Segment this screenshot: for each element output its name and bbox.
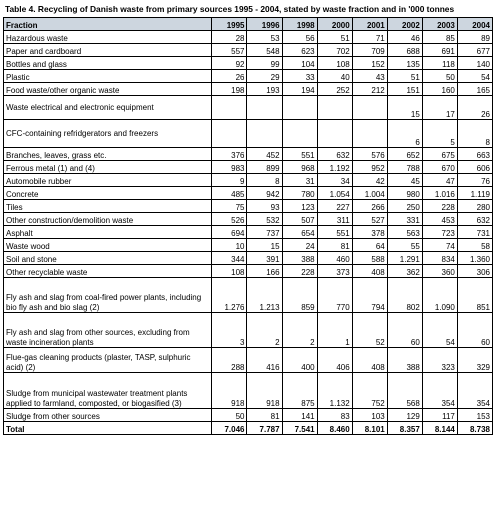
value-cell: 52	[352, 313, 387, 348]
fraction-cell: Bottles and glass	[4, 57, 212, 70]
fraction-cell: Fly ash and slag from coal-fired power plants, including bio fly ash and bio slag (2)	[4, 278, 212, 313]
value-cell: 362	[387, 265, 422, 278]
table-row	[4, 348, 493, 373]
value-cell: 108	[317, 57, 352, 70]
value-cell: 64	[352, 239, 387, 252]
value-cell: 331	[387, 213, 422, 226]
fraction-cell: Asphalt	[4, 226, 212, 239]
value-cell: 81	[317, 239, 352, 252]
value-cell: 1.090	[422, 278, 457, 313]
value-cell: 266	[352, 200, 387, 213]
total-value-cell: 8.460	[317, 422, 352, 435]
value-cell: 709	[352, 44, 387, 57]
value-cell: 1.132	[317, 373, 352, 409]
year-header: 2001	[352, 18, 387, 31]
value-cell: 60	[457, 313, 492, 348]
value-cell: 46	[387, 31, 422, 44]
fraction-cell: Automobile rubber	[4, 174, 212, 187]
value-cell: 288	[212, 348, 247, 373]
value-cell: 388	[387, 348, 422, 373]
value-cell: 1.119	[457, 187, 492, 200]
value-cell: 117	[422, 409, 457, 422]
value-cell: 548	[247, 44, 282, 57]
value-cell: 311	[317, 213, 352, 226]
value-cell: 160	[422, 83, 457, 96]
value-cell: 794	[352, 278, 387, 313]
recycling-table	[3, 17, 493, 435]
value-cell: 141	[282, 409, 317, 422]
value-cell: 31	[282, 174, 317, 187]
fraction-cell: Hazardous waste	[4, 31, 212, 44]
fraction-cell: Other recyclable waste	[4, 265, 212, 278]
total-label: Total	[4, 422, 212, 435]
value-cell: 2	[247, 313, 282, 348]
table-row	[4, 174, 493, 187]
value-cell: 677	[457, 44, 492, 57]
value-cell: 875	[282, 373, 317, 409]
value-cell: 344	[212, 252, 247, 265]
value-cell: 980	[387, 187, 422, 200]
table-row	[4, 373, 493, 409]
fraction-cell: Flue-gas cleaning products (plaster, TASP, sulphuric acid) (2)	[4, 348, 212, 373]
value-cell: 104	[282, 57, 317, 70]
value-cell: 54	[422, 313, 457, 348]
value-cell: 166	[247, 265, 282, 278]
value-cell: 485	[212, 187, 247, 200]
fraction-cell: Soil and stone	[4, 252, 212, 265]
value-cell: 8	[247, 174, 282, 187]
value-cell: 45	[387, 174, 422, 187]
table-row	[4, 265, 493, 278]
value-cell: 942	[247, 187, 282, 200]
value-cell: 50	[212, 409, 247, 422]
value-cell: 691	[422, 44, 457, 57]
value-cell: 770	[317, 278, 352, 313]
value-cell: 165	[457, 83, 492, 96]
value-cell: 6	[387, 120, 422, 148]
value-cell: 83	[317, 409, 352, 422]
value-cell: 752	[352, 373, 387, 409]
value-cell: 606	[457, 161, 492, 174]
value-cell: 228	[282, 265, 317, 278]
value-cell: 373	[317, 265, 352, 278]
fraction-cell: Concrete	[4, 187, 212, 200]
value-cell: 194	[282, 83, 317, 96]
value-cell: 731	[457, 226, 492, 239]
value-cell: 71	[352, 31, 387, 44]
total-value-cell: 8.101	[352, 422, 387, 435]
fraction-cell: Waste wood	[4, 239, 212, 252]
value-cell: 526	[212, 213, 247, 226]
value-cell: 702	[317, 44, 352, 57]
value-cell: 24	[282, 239, 317, 252]
value-cell: 1.192	[317, 161, 352, 174]
value-cell: 3	[212, 313, 247, 348]
value-cell: 723	[422, 226, 457, 239]
value-cell: 60	[387, 313, 422, 348]
value-cell: 802	[387, 278, 422, 313]
value-cell: 85	[422, 31, 457, 44]
value-cell: 76	[457, 174, 492, 187]
value-cell: 1.054	[317, 187, 352, 200]
value-cell: 153	[457, 409, 492, 422]
value-cell: 26	[457, 96, 492, 120]
table-row	[4, 120, 493, 148]
year-header: 2002	[387, 18, 422, 31]
year-header: 2000	[317, 18, 352, 31]
table-row	[4, 409, 493, 422]
value-cell: 1.291	[387, 252, 422, 265]
total-value-cell: 8.738	[457, 422, 492, 435]
value-cell: 306	[457, 265, 492, 278]
value-cell: 968	[282, 161, 317, 174]
value-cell: 10	[212, 239, 247, 252]
value-cell: 675	[422, 148, 457, 161]
value-cell: 103	[352, 409, 387, 422]
total-row	[4, 422, 493, 435]
value-cell: 250	[387, 200, 422, 213]
value-cell: 1	[317, 313, 352, 348]
value-cell: 34	[317, 174, 352, 187]
value-cell: 507	[282, 213, 317, 226]
fraction-cell: Plastic	[4, 70, 212, 83]
value-cell: 92	[212, 57, 247, 70]
value-cell: 40	[317, 70, 352, 83]
table-row	[4, 83, 493, 96]
value-cell: 400	[282, 348, 317, 373]
fraction-cell: Other construction/demolition waste	[4, 213, 212, 226]
value-cell	[317, 120, 352, 148]
value-cell: 378	[352, 226, 387, 239]
table-row	[4, 44, 493, 57]
value-cell: 51	[317, 31, 352, 44]
value-cell: 108	[212, 265, 247, 278]
value-cell: 198	[212, 83, 247, 96]
value-cell: 151	[387, 83, 422, 96]
value-cell: 551	[282, 148, 317, 161]
value-cell: 568	[387, 373, 422, 409]
table-row	[4, 31, 493, 44]
value-cell: 899	[247, 161, 282, 174]
value-cell: 280	[457, 200, 492, 213]
value-cell: 688	[387, 44, 422, 57]
value-cell: 452	[247, 148, 282, 161]
fraction-cell: Tiles	[4, 200, 212, 213]
value-cell: 28	[212, 31, 247, 44]
table-row	[4, 187, 493, 200]
year-header: 2003	[422, 18, 457, 31]
value-cell	[352, 120, 387, 148]
value-cell: 918	[212, 373, 247, 409]
value-cell: 588	[352, 252, 387, 265]
value-cell: 17	[422, 96, 457, 120]
table-row	[4, 148, 493, 161]
value-cell: 56	[282, 31, 317, 44]
value-cell: 453	[422, 213, 457, 226]
fraction-cell: Sludge from other sources	[4, 409, 212, 422]
value-cell: 1.213	[247, 278, 282, 313]
value-cell: 576	[352, 148, 387, 161]
value-cell: 694	[212, 226, 247, 239]
value-cell: 1.016	[422, 187, 457, 200]
value-cell: 557	[212, 44, 247, 57]
value-cell	[212, 120, 247, 148]
value-cell: 670	[422, 161, 457, 174]
fraction-cell: Waste electrical and electronic equipment	[4, 96, 212, 120]
value-cell: 354	[457, 373, 492, 409]
table-row	[4, 226, 493, 239]
value-cell: 983	[212, 161, 247, 174]
value-cell	[282, 96, 317, 120]
value-cell: 212	[352, 83, 387, 96]
year-header: 2004	[457, 18, 492, 31]
value-cell: 918	[247, 373, 282, 409]
value-cell: 140	[457, 57, 492, 70]
value-cell: 74	[422, 239, 457, 252]
fraction-cell: Ferrous metal (1) and (4)	[4, 161, 212, 174]
value-cell: 55	[387, 239, 422, 252]
table-row	[4, 278, 493, 313]
value-cell: 75	[212, 200, 247, 213]
value-cell: 406	[317, 348, 352, 373]
value-cell: 388	[282, 252, 317, 265]
fraction-cell: Fly ash and slag from other sources, excluding from waste incineration plants	[4, 313, 212, 348]
value-cell: 532	[247, 213, 282, 226]
value-cell: 632	[457, 213, 492, 226]
fraction-header: Fraction	[4, 18, 212, 31]
fraction-cell: Paper and cardboard	[4, 44, 212, 57]
table-body	[4, 31, 493, 435]
value-cell: 50	[422, 70, 457, 83]
value-cell: 93	[247, 200, 282, 213]
value-cell: 152	[352, 57, 387, 70]
value-cell	[247, 96, 282, 120]
value-cell: 408	[352, 348, 387, 373]
fraction-cell: Branches, leaves, grass etc.	[4, 148, 212, 161]
fraction-cell: Food waste/other organic waste	[4, 83, 212, 96]
value-cell: 54	[457, 70, 492, 83]
value-cell: 1.360	[457, 252, 492, 265]
year-header: 1995	[212, 18, 247, 31]
table-row	[4, 96, 493, 120]
value-cell: 99	[247, 57, 282, 70]
value-cell: 360	[422, 265, 457, 278]
total-value-cell: 7.046	[212, 422, 247, 435]
value-cell: 123	[282, 200, 317, 213]
value-cell: 228	[422, 200, 457, 213]
total-value-cell: 7.541	[282, 422, 317, 435]
value-cell: 129	[387, 409, 422, 422]
value-cell: 1.276	[212, 278, 247, 313]
value-cell: 58	[457, 239, 492, 252]
value-cell: 416	[247, 348, 282, 373]
table-row	[4, 213, 493, 226]
value-cell: 632	[317, 148, 352, 161]
year-header: 1996	[247, 18, 282, 31]
value-cell: 851	[457, 278, 492, 313]
table-row	[4, 252, 493, 265]
value-cell: 8	[457, 120, 492, 148]
value-cell: 354	[422, 373, 457, 409]
value-cell: 9	[212, 174, 247, 187]
value-cell: 408	[352, 265, 387, 278]
value-cell: 89	[457, 31, 492, 44]
value-cell: 323	[422, 348, 457, 373]
value-cell: 42	[352, 174, 387, 187]
value-cell: 834	[422, 252, 457, 265]
value-cell: 47	[422, 174, 457, 187]
fraction-cell: CFC-containing refridgerators and freezers	[4, 120, 212, 148]
value-cell	[247, 120, 282, 148]
total-value-cell: 8.144	[422, 422, 457, 435]
value-cell: 29	[247, 70, 282, 83]
value-cell: 859	[282, 278, 317, 313]
table-row	[4, 239, 493, 252]
value-cell: 952	[352, 161, 387, 174]
value-cell: 563	[387, 226, 422, 239]
value-cell: 788	[387, 161, 422, 174]
table-row	[4, 161, 493, 174]
value-cell: 460	[317, 252, 352, 265]
value-cell: 81	[247, 409, 282, 422]
value-cell: 663	[457, 148, 492, 161]
table-title: Table 4. Recycling of Danish waste from primary sources 1995 - 2004, stated by waste fraction and in '000 tonnes	[5, 4, 455, 14]
year-header: 1998	[282, 18, 317, 31]
value-cell: 33	[282, 70, 317, 83]
table-row	[4, 57, 493, 70]
header-row	[4, 18, 493, 31]
table-row	[4, 200, 493, 213]
value-cell: 15	[247, 239, 282, 252]
value-cell	[282, 120, 317, 148]
value-cell: 780	[282, 187, 317, 200]
value-cell: 551	[317, 226, 352, 239]
fraction-cell: Sludge from municipal wastewater treatment plants applied to farmland, composted, or biogasified (3)	[4, 373, 212, 409]
table-row	[4, 313, 493, 348]
value-cell: 623	[282, 44, 317, 57]
value-cell: 5	[422, 120, 457, 148]
value-cell: 26	[212, 70, 247, 83]
value-cell: 654	[282, 226, 317, 239]
value-cell: 1.004	[352, 187, 387, 200]
value-cell	[352, 96, 387, 120]
value-cell: 329	[457, 348, 492, 373]
value-cell: 53	[247, 31, 282, 44]
value-cell: 252	[317, 83, 352, 96]
value-cell: 737	[247, 226, 282, 239]
value-cell	[212, 96, 247, 120]
value-cell: 193	[247, 83, 282, 96]
value-cell: 652	[387, 148, 422, 161]
value-cell: 527	[352, 213, 387, 226]
total-value-cell: 7.787	[247, 422, 282, 435]
value-cell: 15	[387, 96, 422, 120]
value-cell: 118	[422, 57, 457, 70]
value-cell: 43	[352, 70, 387, 83]
value-cell: 376	[212, 148, 247, 161]
value-cell: 227	[317, 200, 352, 213]
value-cell: 135	[387, 57, 422, 70]
table-row	[4, 70, 493, 83]
total-value-cell: 8.357	[387, 422, 422, 435]
value-cell: 391	[247, 252, 282, 265]
value-cell: 2	[282, 313, 317, 348]
value-cell: 51	[387, 70, 422, 83]
value-cell	[317, 96, 352, 120]
